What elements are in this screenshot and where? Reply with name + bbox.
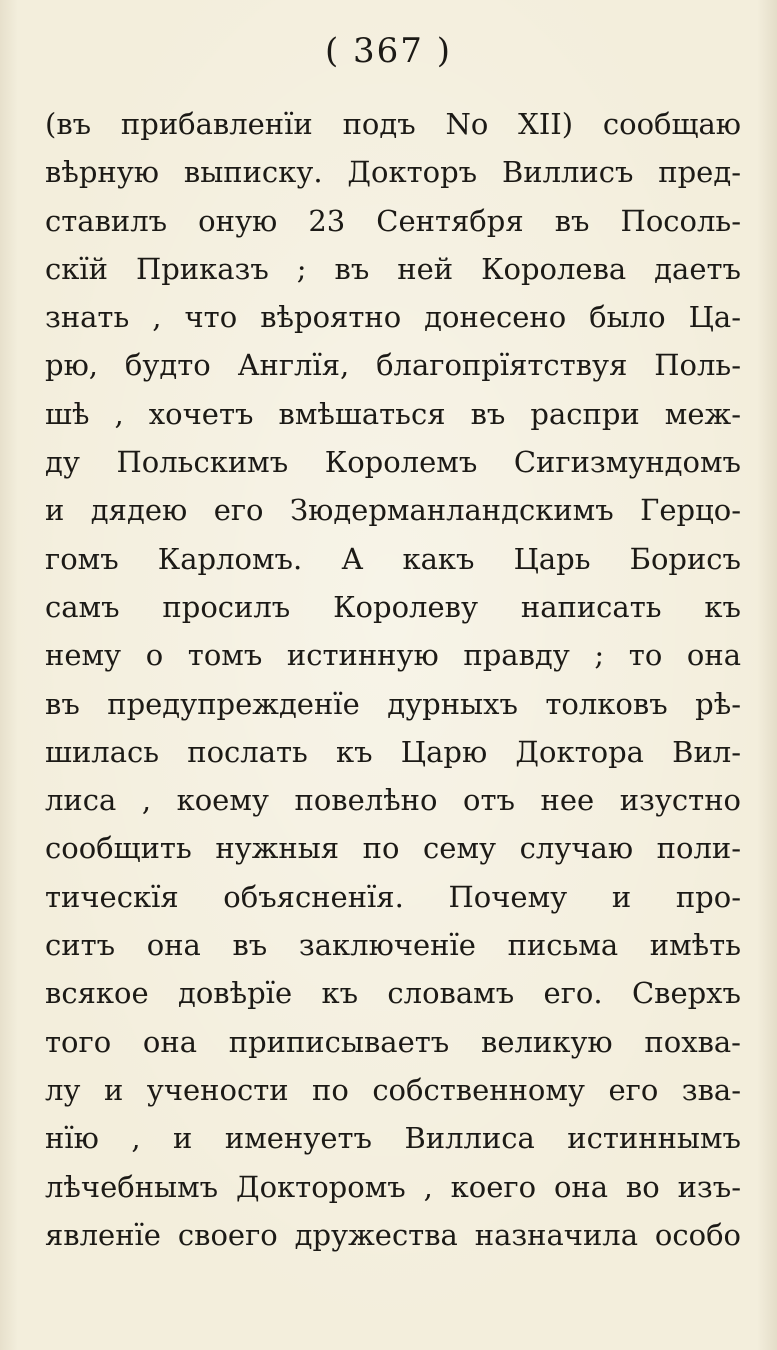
text-line: и дядею его Зюдерманландскимъ Герцо- <box>45 493 741 528</box>
page-number: ( 367 ) <box>324 31 453 71</box>
text-line: нему о томъ истинную правду ; то она <box>45 638 741 673</box>
text-line: скїй Приказъ ; въ ней Королева даетъ <box>45 251 741 286</box>
text-line: шилась послать къ Царю Доктора Вил- <box>45 734 741 769</box>
text-line: явленїе своего дружества назначила особо <box>45 1217 741 1252</box>
text-line: гомъ Карломъ. А какъ Царь Борисъ <box>45 541 741 576</box>
text-line: знать , что вѣроятно донесено было Ца- <box>45 300 741 335</box>
text-line: лиса , коему повелѣно отъ нее изустно <box>45 783 741 818</box>
text-line: ставилъ оную 23 Сентября въ Посоль- <box>45 203 741 238</box>
text-line: шѣ , хочетъ вмѣшаться въ распри меж- <box>45 396 741 431</box>
text-line: рю, будто Англїя, благопрїятствуя Поль- <box>45 348 741 383</box>
text-line: лѣчебнымъ Докторомъ , коего она во изъ- <box>45 1169 741 1204</box>
text-line: вѣрную выписку. Докторъ Виллисъ пред- <box>45 155 741 190</box>
text-line: (въ прибавленїи подъ No XII) сообщаю <box>45 107 741 141</box>
text-line: самъ просилъ Королеву написать къ <box>45 589 741 624</box>
text-line: лу и учености по собственному его зва- <box>45 1072 741 1107</box>
text-line: всякое довѣрїе къ словамъ его. Сверхъ <box>45 976 741 1011</box>
text-line: того она приписываетъ великую похва- <box>45 1024 741 1059</box>
text-line: нїю , и именуетъ Виллиса истиннымъ <box>45 1121 741 1156</box>
text-line: тическїя объясненїя. Почему и про- <box>45 879 741 914</box>
text-line: сообщить нужныя по сему случаю поли- <box>45 831 741 866</box>
body-text <box>45 100 741 1259</box>
text-line: ду Польскимъ Королемъ Сигизмундомъ <box>45 445 741 480</box>
text-line: въ предупрежденїе дурныхъ толковъ рѣ- <box>45 686 741 721</box>
text-line: ситъ она въ заключенїе письма имѣть <box>45 928 741 963</box>
